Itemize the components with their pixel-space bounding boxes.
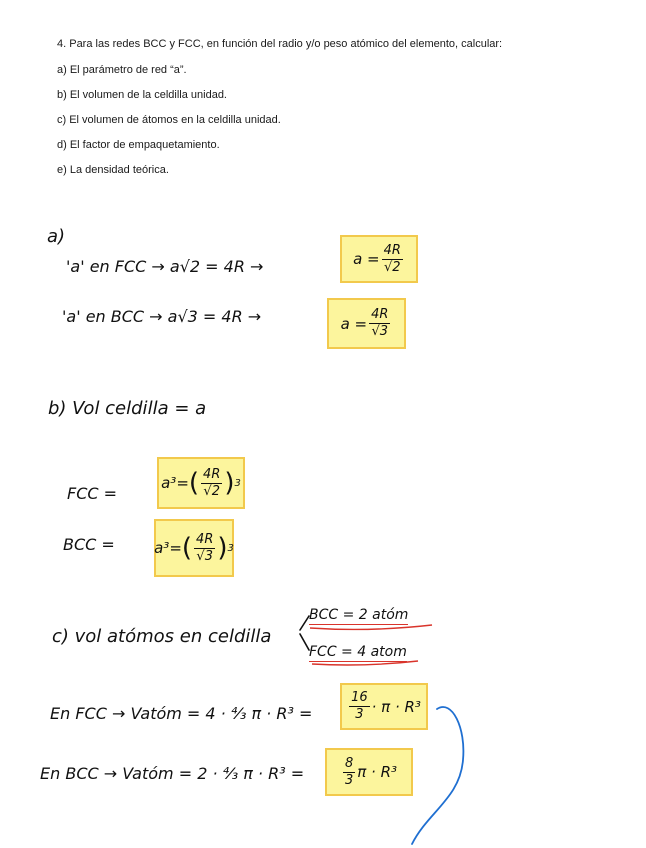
question-item-a: a) El parámetro de red “a”. <box>57 64 187 76</box>
question-block <box>57 37 527 178</box>
open-paren-icon: ( <box>188 468 200 498</box>
part-a-bcc-fraction <box>369 308 390 338</box>
part-c-bcc-numerator: 8 <box>344 755 354 771</box>
part-a-bcc-lhs: a = <box>340 314 368 333</box>
part-a-bcc-denominator: √3 <box>371 324 389 339</box>
part-b-fcc-fraction <box>201 468 222 498</box>
open-paren-icon: ( <box>181 533 193 563</box>
part-a-bcc-line: 'a' en BCC → a√3 = 4R → <box>62 307 262 326</box>
part-a-bcc-numerator: 4R <box>371 307 389 323</box>
part-c-bcc-fraction <box>343 757 355 787</box>
part-c-heading: c) vol atómos en celdilla <box>52 626 272 647</box>
part-a-fcc-result <box>340 235 418 283</box>
part-c-bcc-denominator: 3 <box>344 772 354 788</box>
part-a-fcc-fraction <box>382 244 403 274</box>
part-c-bcc-option-text: BCC = 2 atóm <box>309 607 409 623</box>
part-b-bcc-fraction <box>194 533 215 563</box>
part-b-bcc-exponent: 3 <box>227 542 234 554</box>
question-item-d: d) El factor de empaquetamiento. <box>57 139 220 151</box>
part-c-fcc-line: En FCC → Vatóm = 4 · ⁴⁄₃ π · R³ = <box>50 704 313 723</box>
question-item-c: c) El volumen de átomos en la celdilla unidad. <box>57 114 281 126</box>
part-b-fcc-label: FCC = <box>67 484 118 503</box>
part-a-fcc-denominator: √2 <box>383 259 401 275</box>
part-c-bcc-rest: π · R³ <box>357 763 398 781</box>
part-b-fcc-lhs: a³= <box>161 474 189 492</box>
part-c-bcc-option <box>309 607 408 625</box>
question-title: 4. Para las redes BCC y FCC, en función del radio y/o peso atómico del elemento, calcular: <box>57 38 503 50</box>
close-paren-icon: ) <box>224 468 235 498</box>
part-c-fcc-fraction <box>349 691 370 721</box>
part-a-fcc-numerator: 4R <box>383 242 401 258</box>
part-c-fcc-result <box>340 683 428 730</box>
part-b-fcc-denominator: √2 <box>203 483 220 499</box>
question-item-e: e) La densidad teórica. <box>57 164 169 176</box>
part-b-fcc-exponent: 3 <box>234 477 241 489</box>
part-c-fcc-option-text: FCC = 4 atom <box>309 644 407 660</box>
part-b-bcc-result <box>154 519 234 577</box>
part-b-bcc-lhs: a³= <box>154 539 182 557</box>
red-underline-icon <box>310 625 432 629</box>
part-a-heading: a) <box>47 226 66 247</box>
part-b-fcc-result <box>157 457 245 509</box>
part-b-heading: b) Vol celdilla = a <box>48 398 207 419</box>
part-a-fcc-line: 'a' en FCC → a√2 = 4R → <box>66 257 264 276</box>
part-b-bcc-numerator: 4R <box>196 531 214 547</box>
part-c-bcc-line: En BCC → Vatóm = 2 · ⁴⁄₃ π · R³ = <box>40 764 305 783</box>
close-paren-icon: ) <box>217 533 228 563</box>
brace-icon <box>300 616 309 650</box>
part-b-bcc-label: BCC = <box>63 535 115 554</box>
part-c-fcc-denominator: 3 <box>355 707 364 722</box>
part-b-bcc-denominator: √3 <box>196 548 213 564</box>
part-a-fcc-lhs: a = <box>353 250 380 268</box>
question-item-b: b) El volumen de la celdilla unidad. <box>57 89 227 101</box>
part-a-bcc-result <box>327 298 406 349</box>
part-c-fcc-numerator: 16 <box>351 690 368 706</box>
part-c-fcc-rest: · π · R³ <box>371 697 421 716</box>
part-c-fcc-option <box>309 644 407 662</box>
part-b-fcc-numerator: 4R <box>203 466 221 482</box>
part-c-bcc-result <box>325 748 413 796</box>
